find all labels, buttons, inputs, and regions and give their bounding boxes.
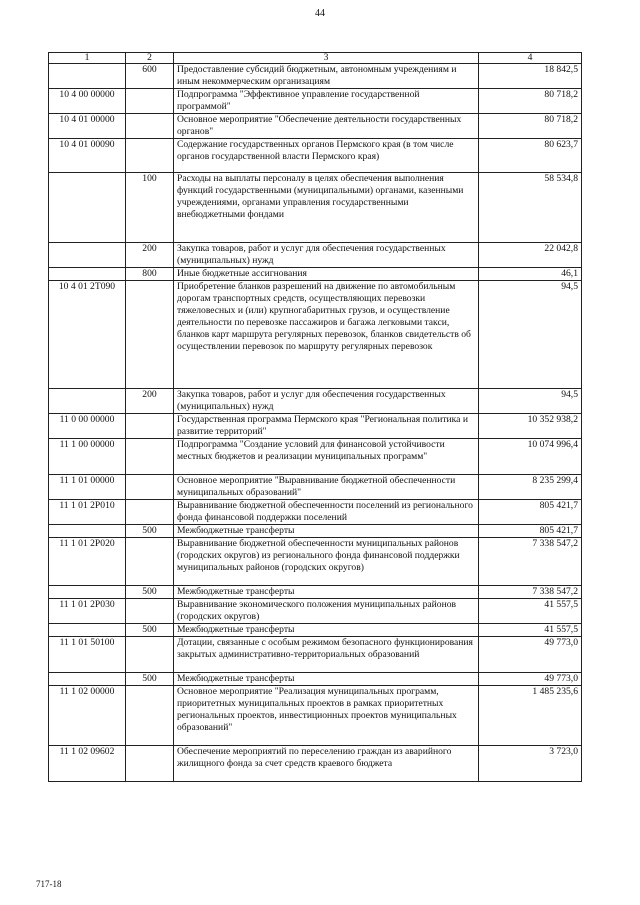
row-amount-cell: 10 074 996,4 — [479, 439, 582, 475]
row-expense-type-cell: 500 — [126, 624, 174, 637]
row-name-cell: Обеспечение мероприятий по переселению граждан из аварийного жилищного фонда за счет средств краевого бюджета — [174, 746, 479, 782]
row-amount-cell: 94,5 — [479, 389, 582, 414]
row-expense-type-cell — [126, 89, 174, 114]
row-amount-cell: 7 338 547,2 — [479, 586, 582, 599]
row-code-cell — [49, 673, 126, 686]
row-name-cell: Дотации, связанные с особым режимом безопасного функционирования закрытых административно-территориальных образований — [174, 637, 479, 673]
row-name-cell: Подпрограмма "Создание условий для финансовой устойчивости местных бюджетов и реализации муниципальных программ" — [174, 439, 479, 475]
table-row — [49, 673, 582, 686]
row-code-cell — [49, 173, 126, 243]
row-code-cell — [49, 624, 126, 637]
row-expense-type-cell: 200 — [126, 389, 174, 414]
table-row — [49, 281, 582, 389]
table-row — [49, 173, 582, 243]
page-number: 44 — [315, 8, 325, 19]
row-name-cell: Закупка товаров, работ и услуг для обеспечения государственных (муниципальных) нужд — [174, 389, 479, 414]
budget-table — [48, 52, 582, 782]
row-name-cell: Основное мероприятие "Выравнивание бюджетной обеспеченности муниципальных образований" — [174, 475, 479, 500]
table-row — [49, 686, 582, 746]
row-code-cell — [49, 586, 126, 599]
table-row — [49, 475, 582, 500]
row-name-cell: Приобретение бланков разрешений на движение по автомобильным дорогам транспортных средств, осуществляющих перевозки тяжеловесных и (или) крупногабаритных грузов, и осуществление деятельности по перевозке пассажиров и багажа легковыми такси, бланков карт маршрута регулярных перевозок, бланков свидетельств об осуществлении перевозок по маршруту регулярных перевозок — [174, 281, 479, 389]
document-code: 717-18 — [36, 879, 62, 889]
row-code-cell: 10 4 01 2Т090 — [49, 281, 126, 389]
row-expense-type-cell: 800 — [126, 268, 174, 281]
row-amount-cell: 49 773,0 — [479, 637, 582, 673]
row-name-cell: Расходы на выплаты персоналу в целях обеспечения выполнения функций государственными (муниципальными) органами, казенными учреждениями, органами управления государственными внебюджетными фондами — [174, 173, 479, 243]
row-amount-cell: 49 773,0 — [479, 673, 582, 686]
row-amount-cell: 80 623,7 — [479, 139, 582, 173]
table-row — [49, 439, 582, 475]
table-row — [49, 89, 582, 114]
row-code-cell: 11 1 01 2Р010 — [49, 500, 126, 525]
row-expense-type-cell — [126, 439, 174, 475]
row-amount-cell: 3 723,0 — [479, 746, 582, 782]
table-row — [49, 586, 582, 599]
row-code-cell: 11 1 00 00000 — [49, 439, 126, 475]
row-code-cell: 10 4 01 00000 — [49, 114, 126, 139]
row-amount-cell: 805 421,7 — [479, 500, 582, 525]
row-code-cell: 11 1 02 00000 — [49, 686, 126, 746]
table-row — [49, 637, 582, 673]
row-code-cell — [49, 389, 126, 414]
row-expense-type-cell — [126, 281, 174, 389]
row-name-cell: Подпрограмма "Эффективное управление государственной программой" — [174, 89, 479, 114]
table-row — [49, 243, 582, 268]
row-code-cell: 10 4 01 00090 — [49, 139, 126, 173]
row-expense-type-cell — [126, 686, 174, 746]
row-code-cell — [49, 243, 126, 268]
row-expense-type-cell: 600 — [126, 64, 174, 89]
row-amount-cell: 18 842,5 — [479, 64, 582, 89]
row-name-cell: Закупка товаров, работ и услуг для обеспечения государственных (муниципальных) нужд — [174, 243, 479, 268]
table-header-row — [49, 53, 582, 64]
row-amount-cell: 58 534,8 — [479, 173, 582, 243]
row-amount-cell: 41 557,5 — [479, 599, 582, 624]
row-code-cell — [49, 268, 126, 281]
row-expense-type-cell: 500 — [126, 586, 174, 599]
column-header-3: 3 — [174, 53, 479, 64]
column-header-4: 4 — [479, 53, 582, 64]
row-code-cell: 11 1 01 2Р030 — [49, 599, 126, 624]
column-header-2: 2 — [126, 53, 174, 64]
row-code-cell: 11 1 01 50100 — [49, 637, 126, 673]
row-amount-cell: 1 485 235,6 — [479, 686, 582, 746]
table-body — [49, 64, 582, 782]
row-expense-type-cell: 100 — [126, 173, 174, 243]
row-amount-cell: 22 042,8 — [479, 243, 582, 268]
row-code-cell: 11 1 01 00000 — [49, 475, 126, 500]
row-code-cell: 11 1 02 09602 — [49, 746, 126, 782]
table-row — [49, 538, 582, 586]
row-expense-type-cell — [126, 114, 174, 139]
row-name-cell: Межбюджетные трансферты — [174, 586, 479, 599]
row-name-cell: Межбюджетные трансферты — [174, 525, 479, 538]
row-name-cell: Межбюджетные трансферты — [174, 624, 479, 637]
row-expense-type-cell: 200 — [126, 243, 174, 268]
row-expense-type-cell: 500 — [126, 525, 174, 538]
row-code-cell — [49, 525, 126, 538]
table-row — [49, 268, 582, 281]
table-row — [49, 64, 582, 89]
row-amount-cell: 41 557,5 — [479, 624, 582, 637]
row-name-cell: Государственная программа Пермского края "Региональная политика и развитие территорий" — [174, 414, 479, 439]
row-expense-type-cell — [126, 599, 174, 624]
row-name-cell: Содержание государственных органов Пермского края (в том числе органов государственной власти Пермского края) — [174, 139, 479, 173]
row-expense-type-cell — [126, 139, 174, 173]
row-name-cell: Основное мероприятие "Реализация муниципальных программ, приоритетных муниципальных проектов в рамках приоритетных региональных проектов, инвестиционных проектов муниципальных образований" — [174, 686, 479, 746]
row-amount-cell: 46,1 — [479, 268, 582, 281]
table-row — [49, 414, 582, 439]
row-name-cell: Выравнивание бюджетной обеспеченности муниципальных районов (городских округов) из регионального фонда финансовой поддержки муниципальных районов (городских округов) — [174, 538, 479, 586]
row-amount-cell: 7 338 547,2 — [479, 538, 582, 586]
row-expense-type-cell: 500 — [126, 673, 174, 686]
row-name-cell: Выравнивание бюджетной обеспеченности поселений из регионального фонда финансовой поддержки поселений — [174, 500, 479, 525]
row-expense-type-cell — [126, 475, 174, 500]
column-header-1: 1 — [49, 53, 126, 64]
row-expense-type-cell — [126, 637, 174, 673]
table-row — [49, 139, 582, 173]
table-row — [49, 114, 582, 139]
row-amount-cell: 80 718,2 — [479, 89, 582, 114]
row-amount-cell: 10 352 938,2 — [479, 414, 582, 439]
row-code-cell: 11 0 00 00000 — [49, 414, 126, 439]
row-code-cell: 10 4 00 00000 — [49, 89, 126, 114]
table-row — [49, 624, 582, 637]
row-code-cell — [49, 64, 126, 89]
row-expense-type-cell — [126, 414, 174, 439]
row-expense-type-cell — [126, 746, 174, 782]
table-row — [49, 525, 582, 538]
row-code-cell: 11 1 01 2Р020 — [49, 538, 126, 586]
row-amount-cell: 805 421,7 — [479, 525, 582, 538]
row-name-cell: Иные бюджетные ассигнования — [174, 268, 479, 281]
table-row — [49, 746, 582, 782]
row-name-cell: Предоставление субсидий бюджетным, автономным учреждениям и иным некоммерческим организациям — [174, 64, 479, 89]
row-name-cell: Межбюджетные трансферты — [174, 673, 479, 686]
table-row — [49, 389, 582, 414]
row-name-cell: Основное мероприятие "Обеспечение деятельности государственных органов" — [174, 114, 479, 139]
row-expense-type-cell — [126, 538, 174, 586]
table-row — [49, 500, 582, 525]
row-amount-cell: 80 718,2 — [479, 114, 582, 139]
table-row — [49, 599, 582, 624]
row-amount-cell: 94,5 — [479, 281, 582, 389]
row-amount-cell: 8 235 299,4 — [479, 475, 582, 500]
row-name-cell: Выравнивание экономического положения муниципальных районов (городских округов) — [174, 599, 479, 624]
row-expense-type-cell — [126, 500, 174, 525]
